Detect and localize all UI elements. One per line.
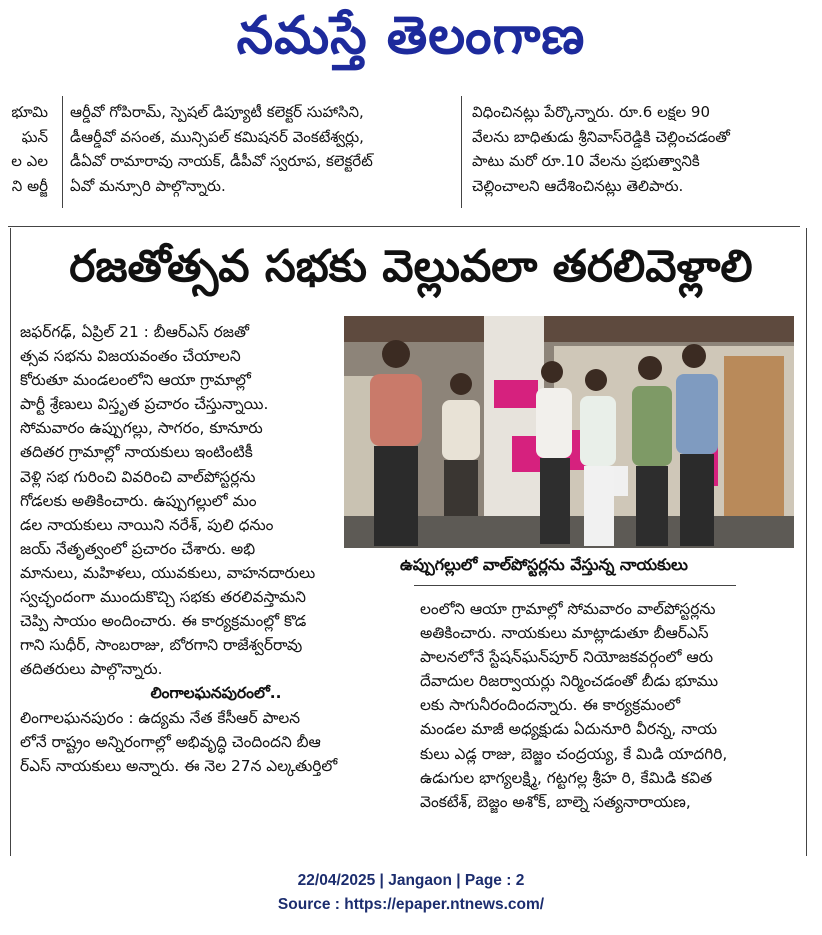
text-line: అతికించారు. నాయకులు మాట్లాడుతూ బీఆర్ఎస్	[420, 624, 709, 643]
text-line: జఫర్‌గఢ్, ఏప్రిల్ 21 : బీఆర్ఎస్ రజతో	[20, 323, 250, 341]
text-line: లకు సాగునీరందిందన్నారు. ఈ కార్యక్రమంలో	[420, 696, 681, 715]
text-line: గాని సుధీర్, సాంబరాజు, బోరగాని రాజేశ్వర్‌రావు	[20, 636, 303, 655]
text-line: వెళ్లి సభ గురించి వివరించి వాల్‌పోస్టర్లను	[20, 467, 256, 486]
text-line: లింగాలఘనపురం : ఉద్యమ నేత కేసీఆర్ పాలన	[20, 708, 301, 727]
footer-date-edition: 22/04/2025 | Jangaon | Page : 2	[297, 872, 525, 889]
text-line: వేలను బాధితుడు శ్రీనివాస్‌రెడ్డికి చెల్లించడంతో	[472, 127, 730, 146]
article-headline: రజతోత్సవ సభకు వెల్లువలా తరలివెళ్లాలి	[69, 241, 753, 292]
text-line: పాటు మరో రూ.10 వేలను ప్రభుత్వానికి	[472, 152, 700, 171]
photo-caption: ఉప్పుగల్లులో వాల్‌పోస్టర్లను వేస్తున్న నాయకులు	[400, 555, 688, 574]
column-divider	[10, 228, 11, 856]
text-line: ఆర్డీవో గోపిరామ్, స్పెషల్ డిప్యూటీ కలెక్టర్ సుహాసిని,	[70, 103, 364, 121]
text-line: ఘన్	[21, 127, 48, 146]
text-line: ర్ఎస్ నాయకులు అన్నారు. ఈ నెల 27న ఎల్కతుర్తిలో	[20, 756, 338, 775]
text-line: గోడలకు అతికించారు. ఉప్పుగల్లులో మం	[20, 491, 257, 510]
caption-rule	[414, 585, 736, 586]
text-line: మానులు, మహిళలు, యువకులు, వాహనదారులు	[20, 564, 316, 582]
text-line: చెల్లించాలని ఆదేశించినట్లు తెలిపారు.	[472, 176, 684, 195]
text-line: డీఏవో రామారావు నాయక్, డీపీవో స్వరూప, కలెక్టరేట్	[70, 152, 373, 171]
text-line: తదితరులు పాల్గొన్నారు.	[20, 660, 163, 679]
text-line: పాలనలోనే స్టేషన్‌ఘన్‌పూర్ నియోజకవర్గంలో ఆరు	[420, 648, 714, 667]
column-divider	[806, 228, 807, 856]
top-left-fragment	[0, 100, 48, 198]
text-line: పార్టీ శ్రేణులు విస్తృత ప్రచారం చేస్తున్నాయి.	[20, 395, 269, 414]
masthead	[0, 0, 822, 78]
article-left-column	[20, 320, 338, 561]
text-line: కోరుతూ మండలంలోని ఆయా గ్రామాల్లో	[20, 371, 251, 390]
text-line: డల నాయకులు నాయిని నరేశ్, పులి ధనుం	[20, 515, 274, 534]
column-divider	[62, 96, 63, 208]
text-line: చెప్పి సాయం అందించారు. ఈ కార్యక్రమంల్లో కొడ	[20, 612, 307, 631]
top-middle-article	[70, 100, 448, 198]
sub-heading: లింగాలఘనపురంలో..	[150, 684, 282, 703]
text-line: కులు ఎడ్ల రాజు, బెజ్జం చంద్రయ్య, కే మిడి యాదగిరి,	[420, 744, 728, 763]
masthead-logo: నమస్తే తెలంగాణ	[236, 6, 586, 66]
text-line: జయ్ నేతృత్వంలో ప్రచారం చేశారు. అభి	[20, 539, 256, 558]
footer-source: Source : https://epaper.ntnews.com/	[277, 896, 545, 913]
text-line: విధించినట్లు పేర్కొన్నారు. రూ.6 లక్షల 90	[472, 103, 711, 121]
text-line: తదితర గ్రామాల్లో నాయకులు ఇంటింటికీ	[20, 443, 253, 462]
text-line: ని అర్జీ	[11, 176, 48, 195]
article-right-column	[420, 597, 804, 814]
article-left-column-wide	[20, 561, 412, 778]
text-line: ఏవో మన్సూరి పాల్గొన్నారు.	[70, 176, 226, 195]
text-line: మండల మాజీ అధ్యక్షుడు ఏదునూరి వీరన్న, నాయ	[420, 720, 717, 739]
text-line: లోనే రాష్ట్రం అన్నిరంగాల్లో అభివృద్ధి చెందిందని బీఆ	[20, 732, 321, 751]
top-right-article	[472, 100, 802, 198]
text-line: స్వచ్ఛందంగా ముందుకొచ్చి సభకు తరలివస్తామని	[20, 588, 306, 607]
section-divider	[8, 226, 800, 227]
article-photo	[344, 316, 794, 548]
text-line: ల ఎల	[11, 152, 48, 171]
text-line: దేవాదుల రిజర్వాయర్లు నిర్మించడంతో బీడు భూము	[420, 672, 719, 691]
text-line: వెంకటేశ్, బెజ్జం అశోక్, బాల్నె సత్యనారాయణ,	[420, 792, 691, 811]
text-line: లంలోని ఆయా గ్రామాల్లో సోమవారం వాల్‌పోస్టర్లను	[420, 600, 716, 618]
text-line: ఉడుగుల భాగ్యలక్ష్మి, గట్టగల్ల శ్రీహ రి, కేమిడి కవిత	[420, 768, 713, 787]
column-divider	[461, 96, 462, 208]
text-line: భూమి	[11, 103, 48, 121]
text-line: త్సవ సభను విజయవంతం చేయాలని	[20, 347, 241, 366]
text-line: డీఆర్డీవో వసంత, మున్సిపల్ కమిషనర్ వెంకటేశ్వర్లు,	[70, 127, 364, 146]
photo-illustration	[344, 316, 794, 548]
text-line: సోమవారం ఉప్పుగల్లు, సాగరం, కూనూరు	[20, 419, 263, 438]
